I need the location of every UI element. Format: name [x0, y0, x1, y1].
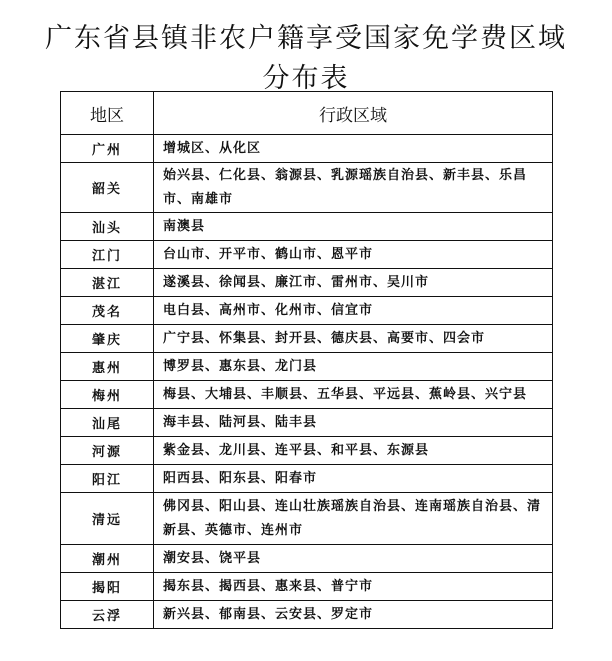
table-row — [61, 409, 553, 437]
table-row — [61, 241, 553, 269]
area-cell: 揭阳 — [61, 573, 154, 601]
admin-cell: 南澳县 — [154, 213, 553, 241]
table-header-row — [61, 92, 553, 135]
table-row — [61, 465, 553, 493]
area-cell: 肇庆 — [61, 325, 154, 353]
table-row — [61, 493, 553, 545]
admin-cell: 海丰县、陆河县、陆丰县 — [154, 409, 553, 437]
area-cell: 江门 — [61, 241, 154, 269]
table-row — [61, 135, 553, 163]
admin-cell: 揭东县、揭西县、惠来县、普宁市 — [154, 573, 553, 601]
area-cell: 清远 — [61, 493, 154, 545]
header-admin: 行政区域 — [154, 92, 553, 135]
admin-cell: 潮安县、饶平县 — [154, 545, 553, 573]
area-cell: 韶关 — [61, 163, 154, 213]
admin-cell: 广宁县、怀集县、封开县、德庆县、高要市、四会市 — [154, 325, 553, 353]
area-cell: 潮州 — [61, 545, 154, 573]
admin-cell: 遂溪县、徐闻县、廉江市、雷州市、吴川市 — [154, 269, 553, 297]
area-cell: 惠州 — [61, 353, 154, 381]
table-row — [61, 381, 553, 409]
admin-cell: 始兴县、仁化县、翁源县、乳源瑶族自治县、新丰县、乐昌市、南雄市 — [154, 163, 553, 213]
area-cell: 广州 — [61, 135, 154, 163]
region-table — [60, 91, 553, 629]
table-row — [61, 163, 553, 213]
page-title-line1: 广东省县镇非农户籍享受国家免学费区域 — [45, 23, 567, 54]
area-cell: 云浮 — [61, 601, 154, 629]
table-row — [61, 269, 553, 297]
table-row — [61, 601, 553, 629]
table-row — [61, 545, 553, 573]
table-row — [61, 297, 553, 325]
area-cell: 茂名 — [61, 297, 154, 325]
admin-cell: 博罗县、惠东县、龙门县 — [154, 353, 553, 381]
area-cell: 汕尾 — [61, 409, 154, 437]
admin-cell: 佛冈县、阳山县、连山壮族瑶族自治县、连南瑶族自治县、清新县、英德市、连州市 — [154, 493, 553, 545]
header-area: 地区 — [61, 92, 154, 135]
admin-cell: 增城区、从化区 — [154, 135, 553, 163]
admin-cell: 紫金县、龙川县、连平县、和平县、东源县 — [154, 437, 553, 465]
area-cell: 梅州 — [61, 381, 154, 409]
admin-cell: 阳西县、阳东县、阳春市 — [154, 465, 553, 493]
admin-cell: 台山市、开平市、鹤山市、恩平市 — [154, 241, 553, 269]
area-cell: 汕头 — [61, 213, 154, 241]
admin-cell: 新兴县、郁南县、云安县、罗定市 — [154, 601, 553, 629]
table-row — [61, 213, 553, 241]
table-row — [61, 325, 553, 353]
area-cell: 河源 — [61, 437, 154, 465]
admin-cell: 电白县、高州市、化州市、信宜市 — [154, 297, 553, 325]
table-row — [61, 353, 553, 381]
page-title-line2: 分布表 — [262, 63, 350, 94]
table-row — [61, 573, 553, 601]
area-cell: 湛江 — [61, 269, 154, 297]
admin-cell: 梅县、大埔县、丰顺县、五华县、平远县、蕉岭县、兴宁县 — [154, 381, 553, 409]
table-row — [61, 437, 553, 465]
area-cell: 阳江 — [61, 465, 154, 493]
